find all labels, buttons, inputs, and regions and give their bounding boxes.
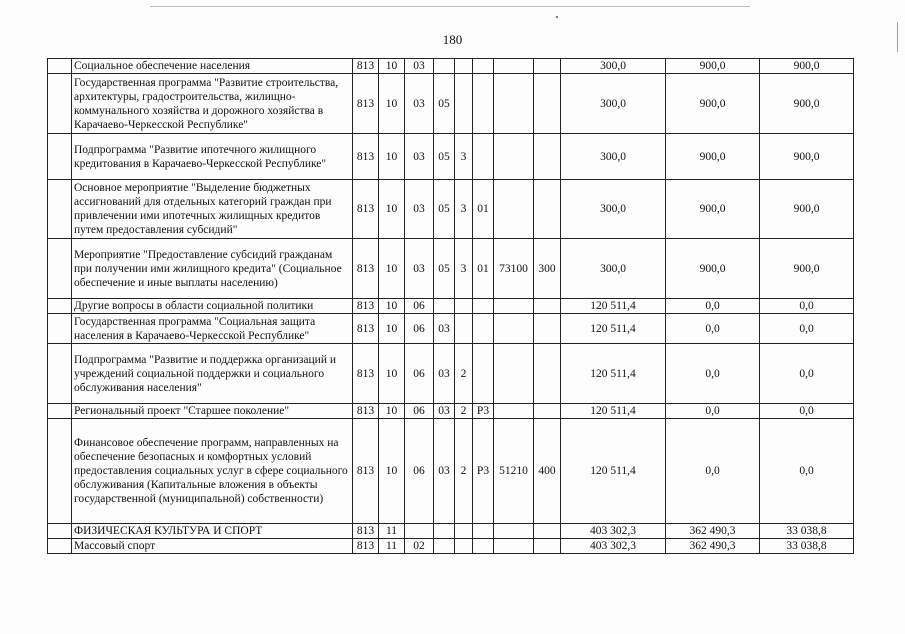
code-cell: 10 bbox=[379, 59, 405, 74]
code-cell: 813 bbox=[353, 404, 379, 419]
scan-mark bbox=[150, 6, 750, 7]
code-cell bbox=[534, 74, 561, 134]
code-cell: 2 bbox=[455, 404, 473, 419]
amount-cell: 900,0 bbox=[666, 239, 760, 299]
code-cell: 10 bbox=[379, 134, 405, 180]
row-margin-cell bbox=[48, 344, 72, 404]
amount-cell: 120 511,4 bbox=[561, 344, 666, 404]
amount-cell: 300,0 bbox=[561, 239, 666, 299]
code-cell: 03 bbox=[405, 134, 434, 180]
amount-cell: 900,0 bbox=[666, 134, 760, 180]
code-cell bbox=[455, 59, 473, 74]
code-cell bbox=[455, 539, 473, 554]
amount-cell: 900,0 bbox=[760, 239, 854, 299]
code-cell: P3 bbox=[473, 404, 494, 419]
code-cell: 10 bbox=[379, 74, 405, 134]
code-cell: 05 bbox=[434, 180, 455, 239]
amount-cell: 0,0 bbox=[760, 419, 854, 524]
table-row bbox=[48, 404, 854, 419]
code-cell bbox=[534, 134, 561, 180]
code-cell: 813 bbox=[353, 299, 379, 314]
row-margin-cell bbox=[48, 524, 72, 539]
code-cell bbox=[494, 344, 534, 404]
table-row bbox=[48, 314, 854, 344]
code-cell bbox=[473, 524, 494, 539]
code-cell: 2 bbox=[455, 419, 473, 524]
row-margin-cell bbox=[48, 299, 72, 314]
amount-cell: 0,0 bbox=[666, 314, 760, 344]
table-row bbox=[48, 419, 854, 524]
amount-cell: 900,0 bbox=[666, 74, 760, 134]
amount-cell: 300,0 bbox=[561, 134, 666, 180]
amount-cell: 300,0 bbox=[561, 74, 666, 134]
code-cell: 03 bbox=[434, 419, 455, 524]
code-cell bbox=[473, 134, 494, 180]
row-margin-cell bbox=[48, 239, 72, 299]
amount-cell: 403 302,3 bbox=[561, 539, 666, 554]
code-cell bbox=[494, 314, 534, 344]
code-cell: 03 bbox=[434, 404, 455, 419]
code-cell: 813 bbox=[353, 74, 379, 134]
table-row bbox=[48, 134, 854, 180]
code-cell: 813 bbox=[353, 539, 379, 554]
code-cell: 06 bbox=[405, 344, 434, 404]
code-cell: 813 bbox=[353, 524, 379, 539]
code-cell: 06 bbox=[405, 419, 434, 524]
code-cell: 11 bbox=[379, 524, 405, 539]
amount-cell: 900,0 bbox=[760, 180, 854, 239]
row-name-cell: Мероприятие "Предоставление субсидий гражданам при получении ими жилищного кредита" (Социальное обеспечение и иные выплаты населению) bbox=[72, 239, 353, 299]
code-cell: 813 bbox=[353, 239, 379, 299]
amount-cell: 0,0 bbox=[760, 314, 854, 344]
table-row bbox=[48, 59, 854, 74]
amount-cell: 362 490,3 bbox=[666, 524, 760, 539]
row-margin-cell bbox=[48, 134, 72, 180]
code-cell bbox=[473, 314, 494, 344]
page-number: 180 bbox=[442, 32, 463, 47]
code-cell bbox=[473, 299, 494, 314]
amount-cell: 900,0 bbox=[666, 59, 760, 74]
code-cell bbox=[494, 134, 534, 180]
code-cell bbox=[405, 524, 434, 539]
code-cell: 10 bbox=[379, 344, 405, 404]
code-cell: 3 bbox=[455, 180, 473, 239]
code-cell: 01 bbox=[473, 239, 494, 299]
amount-cell: 120 511,4 bbox=[561, 299, 666, 314]
code-cell: 10 bbox=[379, 404, 405, 419]
row-margin-cell bbox=[48, 74, 72, 134]
code-cell: 813 bbox=[353, 419, 379, 524]
code-cell: 03 bbox=[405, 239, 434, 299]
code-cell bbox=[534, 59, 561, 74]
code-cell: 73100 bbox=[494, 239, 534, 299]
row-name-cell: Государственная программа "Развитие строительства, архитектуры, градостроительства, жилищно-коммунального хозяйства и дорожного хозяйства в Карачаево-Черкесской Республике" bbox=[72, 74, 353, 134]
amount-cell: 120 511,4 bbox=[561, 419, 666, 524]
code-cell: 2 bbox=[455, 344, 473, 404]
amount-cell: 403 302,3 bbox=[561, 524, 666, 539]
amount-cell: 900,0 bbox=[760, 59, 854, 74]
code-cell bbox=[494, 180, 534, 239]
table-body bbox=[48, 59, 854, 554]
code-cell: 813 bbox=[353, 180, 379, 239]
row-name-cell: Финансовое обеспечение программ, направленных на обеспечение безопасных и комфортных условий предоставления социальных услуг в сфере социального обслуживания (Капитальные вложения в объекты государственной (муниципальной) собственности) bbox=[72, 419, 353, 524]
amount-cell: 0,0 bbox=[760, 344, 854, 404]
row-margin-cell bbox=[48, 314, 72, 344]
code-cell bbox=[534, 524, 561, 539]
code-cell bbox=[494, 74, 534, 134]
row-name-cell: Основное мероприятие "Выделение бюджетных ассигнований для отдельных категорий граждан при привлечении ими ипотечных жилищных кредитов путем предоставления субсидий" bbox=[72, 180, 353, 239]
code-cell: 05 bbox=[434, 134, 455, 180]
code-cell: 03 bbox=[405, 59, 434, 74]
amount-cell: 0,0 bbox=[666, 299, 760, 314]
code-cell bbox=[494, 299, 534, 314]
code-cell: 400 bbox=[534, 419, 561, 524]
code-cell: 10 bbox=[379, 299, 405, 314]
code-cell: 813 bbox=[353, 344, 379, 404]
row-margin-cell bbox=[48, 419, 72, 524]
row-name-cell: Подпрограмма "Развитие и поддержка организаций и учреждений социальной поддержки и социального обслуживания населения" bbox=[72, 344, 353, 404]
code-cell: 10 bbox=[379, 180, 405, 239]
code-cell: 51210 bbox=[494, 419, 534, 524]
budget-table bbox=[47, 58, 854, 554]
amount-cell: 0,0 bbox=[760, 404, 854, 419]
code-cell: 10 bbox=[379, 419, 405, 524]
code-cell: 813 bbox=[353, 134, 379, 180]
row-margin-cell bbox=[48, 404, 72, 419]
table-row bbox=[48, 180, 854, 239]
code-cell bbox=[534, 299, 561, 314]
code-cell bbox=[455, 74, 473, 134]
row-name-cell: Региональный проект "Старшее поколение" bbox=[72, 404, 353, 419]
table-row bbox=[48, 524, 854, 539]
code-cell: 813 bbox=[353, 59, 379, 74]
row-name-cell: Подпрограмма "Развитие ипотечного жилищного кредитования в Карачаево-Черкесской Республике" bbox=[72, 134, 353, 180]
code-cell bbox=[434, 59, 455, 74]
code-cell: 05 bbox=[434, 74, 455, 134]
amount-cell: 0,0 bbox=[666, 344, 760, 404]
code-cell bbox=[534, 539, 561, 554]
code-cell bbox=[534, 344, 561, 404]
code-cell: 03 bbox=[434, 314, 455, 344]
code-cell bbox=[434, 524, 455, 539]
amount-cell: 300,0 bbox=[561, 180, 666, 239]
code-cell: 02 bbox=[405, 539, 434, 554]
code-cell: 06 bbox=[405, 404, 434, 419]
row-name-cell: Массовый спорт bbox=[72, 539, 353, 554]
code-cell: 3 bbox=[455, 239, 473, 299]
code-cell: 11 bbox=[379, 539, 405, 554]
code-cell bbox=[473, 539, 494, 554]
scan-mark bbox=[897, 22, 898, 52]
amount-cell: 120 511,4 bbox=[561, 314, 666, 344]
row-name-cell: Социальное обеспечение населения bbox=[72, 59, 353, 74]
row-margin-cell bbox=[48, 59, 72, 74]
table-row bbox=[48, 239, 854, 299]
row-margin-cell bbox=[48, 180, 72, 239]
amount-cell: 362 490,3 bbox=[666, 539, 760, 554]
code-cell bbox=[534, 314, 561, 344]
code-cell: 05 bbox=[434, 239, 455, 299]
code-cell bbox=[534, 404, 561, 419]
scan-mark bbox=[556, 16, 558, 18]
amount-cell: 900,0 bbox=[760, 134, 854, 180]
row-name-cell: Другие вопросы в области социальной политики bbox=[72, 299, 353, 314]
code-cell: 10 bbox=[379, 239, 405, 299]
code-cell bbox=[455, 524, 473, 539]
amount-cell: 900,0 bbox=[666, 180, 760, 239]
code-cell bbox=[534, 180, 561, 239]
row-name-cell: Государственная программа "Социальная защита населения в Карачаево-Черкесской Республике" bbox=[72, 314, 353, 344]
code-cell bbox=[494, 524, 534, 539]
code-cell: 300 bbox=[534, 239, 561, 299]
amount-cell: 300,0 bbox=[561, 59, 666, 74]
table-row bbox=[48, 299, 854, 314]
code-cell bbox=[494, 59, 534, 74]
code-cell: 03 bbox=[405, 74, 434, 134]
code-cell: 06 bbox=[405, 314, 434, 344]
code-cell: 813 bbox=[353, 314, 379, 344]
code-cell bbox=[455, 299, 473, 314]
amount-cell: 33 038,8 bbox=[760, 524, 854, 539]
row-margin-cell bbox=[48, 539, 72, 554]
code-cell: 3 bbox=[455, 134, 473, 180]
amount-cell: 900,0 bbox=[760, 74, 854, 134]
amount-cell: 33 038,8 bbox=[760, 539, 854, 554]
code-cell bbox=[434, 539, 455, 554]
code-cell bbox=[455, 314, 473, 344]
code-cell bbox=[473, 74, 494, 134]
amount-cell: 0,0 bbox=[760, 299, 854, 314]
code-cell bbox=[494, 539, 534, 554]
code-cell bbox=[473, 344, 494, 404]
code-cell bbox=[473, 59, 494, 74]
amount-cell: 0,0 bbox=[666, 404, 760, 419]
amount-cell: 0,0 bbox=[666, 419, 760, 524]
code-cell: 03 bbox=[434, 344, 455, 404]
table-row bbox=[48, 74, 854, 134]
table-row bbox=[48, 344, 854, 404]
table-row bbox=[48, 539, 854, 554]
amount-cell: 120 511,4 bbox=[561, 404, 666, 419]
code-cell bbox=[494, 404, 534, 419]
row-name-cell: ФИЗИЧЕСКАЯ КУЛЬТУРА И СПОРТ bbox=[72, 524, 353, 539]
code-cell: 01 bbox=[473, 180, 494, 239]
code-cell: 10 bbox=[379, 314, 405, 344]
code-cell: 06 bbox=[405, 299, 434, 314]
code-cell bbox=[434, 299, 455, 314]
code-cell: 03 bbox=[405, 180, 434, 239]
code-cell: P3 bbox=[473, 419, 494, 524]
